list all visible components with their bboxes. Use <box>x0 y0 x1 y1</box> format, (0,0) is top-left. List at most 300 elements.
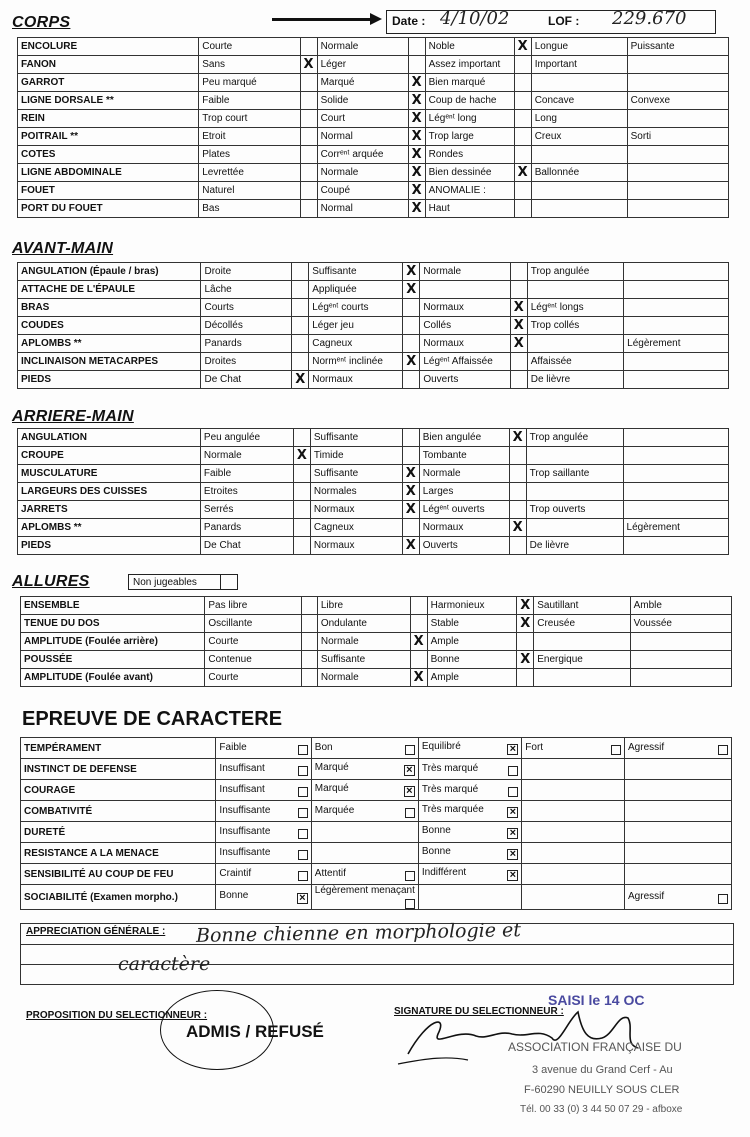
row-pieds <box>18 537 729 555</box>
option-label: Faible <box>219 741 247 753</box>
option-cell: Normaux <box>420 335 510 353</box>
date-value: 4/10/02 <box>440 8 510 29</box>
row-pieds <box>18 371 729 389</box>
row-amplitude-foulee-arriere <box>21 633 732 651</box>
check-mark[interactable] <box>301 633 317 651</box>
option-cell <box>311 822 418 843</box>
checkbox[interactable] <box>298 829 308 839</box>
option-cell: Coupé <box>317 182 408 200</box>
option-cell: Trop ouverts <box>526 501 623 519</box>
check-mark[interactable] <box>509 483 526 501</box>
row-ligne-dorsale <box>18 92 729 110</box>
option-cell <box>420 281 510 299</box>
check-mark[interactable] <box>293 429 310 447</box>
checkbox[interactable] <box>298 871 308 881</box>
row-label: PORT DU FOUET <box>18 200 199 218</box>
option-cell <box>627 56 728 74</box>
option-label: Marqué <box>314 783 349 794</box>
option-cell: Faible <box>199 92 300 110</box>
option-cell: Amble <box>630 597 731 615</box>
option-cell: Ample <box>427 669 517 687</box>
row-label: SENSIBILITÉ AU COUP DE FEU <box>21 864 216 885</box>
option-cell: Normale <box>200 447 293 465</box>
option-label: Bonne <box>421 846 451 857</box>
option-label: Insuffisante <box>219 825 271 837</box>
checked-box[interactable]: × <box>404 765 415 776</box>
check-mark[interactable] <box>300 182 317 200</box>
option-cell: Suffisante <box>310 465 402 483</box>
lof-label: LOF : <box>548 14 580 28</box>
check-mark[interactable]: X <box>509 429 526 447</box>
check-mark[interactable] <box>403 299 420 317</box>
option-cell: Bien marqué <box>425 74 514 92</box>
option-cell <box>522 885 625 910</box>
option-cell <box>531 74 627 92</box>
checked-box[interactable]: × <box>297 893 308 904</box>
checkbox[interactable] <box>405 808 415 818</box>
option-cell <box>630 669 731 687</box>
check-mark[interactable]: X <box>510 335 527 353</box>
check-mark[interactable] <box>403 317 420 335</box>
check-mark[interactable]: X <box>517 615 534 633</box>
row-label: LIGNE ABDOMINALE <box>18 164 199 182</box>
corps-table <box>17 37 729 218</box>
row-label: LIGNE DORSALE ** <box>18 92 199 110</box>
row-largeurs-des-cuisses <box>18 483 729 501</box>
option-cell <box>627 200 728 218</box>
option-cell <box>624 299 729 317</box>
check-mark[interactable]: X <box>408 110 425 128</box>
check-mark[interactable] <box>509 465 526 483</box>
check-mark[interactable] <box>410 615 427 633</box>
option-cell <box>625 822 732 843</box>
check-mark[interactable]: X <box>410 669 427 687</box>
row-amplitude-foulee-avant <box>21 669 732 687</box>
row-label: COMBATIVITÉ <box>21 801 216 822</box>
row-label: ENCOLURE <box>18 38 199 56</box>
option-cell <box>311 885 418 910</box>
row-label: ANGULATION <box>18 429 201 447</box>
option-cell: Normaux <box>419 519 509 537</box>
row-encolure <box>18 38 729 56</box>
check-mark[interactable] <box>292 353 309 371</box>
option-label: Agressif <box>628 890 665 902</box>
check-mark[interactable] <box>300 146 317 164</box>
option-cell: Normale <box>419 465 509 483</box>
row-ensemble <box>21 597 732 615</box>
header-arrow <box>272 18 372 21</box>
option-cell: Larges <box>419 483 509 501</box>
check-mark[interactable] <box>293 465 310 483</box>
check-mark[interactable] <box>301 651 317 669</box>
check-mark[interactable] <box>300 200 317 218</box>
check-mark[interactable] <box>293 483 310 501</box>
checkbox[interactable] <box>405 745 415 755</box>
option-cell: Suffisante <box>310 429 402 447</box>
option-label: Insuffisant <box>219 783 265 795</box>
row-label: GARROT <box>18 74 199 92</box>
row-musculature <box>18 465 729 483</box>
option-cell: Levrettée <box>199 164 300 182</box>
check-mark[interactable] <box>292 299 309 317</box>
check-mark[interactable]: X <box>403 263 420 281</box>
check-mark[interactable] <box>402 429 419 447</box>
option-cell: Ballonnée <box>531 164 627 182</box>
check-mark[interactable] <box>514 200 531 218</box>
check-mark[interactable] <box>300 74 317 92</box>
check-mark[interactable] <box>293 519 310 537</box>
option-cell <box>531 146 627 164</box>
option-cell: Normaux <box>309 371 403 389</box>
option-cell: Ouverts <box>420 371 510 389</box>
section-title-corps: CORPS <box>12 14 71 31</box>
option-cell: Courte <box>205 669 301 687</box>
check-mark[interactable] <box>408 38 425 56</box>
row-fouet <box>18 182 729 200</box>
option-cell: Légèrement <box>623 519 728 537</box>
checked-box[interactable]: × <box>507 807 518 818</box>
check-mark[interactable] <box>408 56 425 74</box>
option-cell: De Chat <box>201 371 292 389</box>
row-combativite <box>21 801 732 822</box>
check-mark[interactable]: X <box>292 371 309 389</box>
checked-box[interactable]: × <box>507 744 518 755</box>
check-mark[interactable]: X <box>402 465 419 483</box>
option-cell <box>311 864 418 885</box>
check-mark[interactable]: X <box>402 537 419 555</box>
option-cell <box>526 447 623 465</box>
check-mark[interactable] <box>514 74 531 92</box>
option-cell <box>624 263 729 281</box>
check-mark[interactable] <box>292 281 309 299</box>
row-instinct-de-defense <box>21 759 732 780</box>
option-cell: Serrés <box>200 501 293 519</box>
check-mark[interactable] <box>514 128 531 146</box>
option-cell: Légᵉⁿᵗ long <box>425 110 514 128</box>
option-label: Bon <box>314 741 333 753</box>
check-mark[interactable]: X <box>408 128 425 146</box>
check-mark[interactable] <box>510 353 527 371</box>
option-cell: Courte <box>205 633 301 651</box>
option-cell: Cagneux <box>310 519 402 537</box>
check-mark[interactable] <box>509 447 526 465</box>
option-cell: Normal <box>317 200 408 218</box>
check-mark[interactable] <box>510 263 527 281</box>
row-label: COTES <box>18 146 199 164</box>
option-cell: Contenue <box>205 651 301 669</box>
row-label: INSTINCT DE DEFENSE <box>21 759 216 780</box>
option-cell: Naturel <box>199 182 300 200</box>
option-cell: Trop court <box>199 110 300 128</box>
option-cell: Assez important <box>425 56 514 74</box>
check-mark[interactable] <box>402 447 419 465</box>
row-aplombs <box>18 335 729 353</box>
option-cell: Décollés <box>201 317 292 335</box>
row-label: RESISTANCE A LA MENACE <box>21 843 216 864</box>
option-cell: Marqué <box>317 74 408 92</box>
option-cell <box>526 519 623 537</box>
checkbox[interactable] <box>298 787 308 797</box>
check-mark[interactable] <box>300 128 317 146</box>
row-courage <box>21 780 732 801</box>
option-cell: Trop saillante <box>526 465 623 483</box>
option-cell <box>311 738 418 759</box>
check-mark[interactable] <box>293 501 310 519</box>
option-cell: De Chat <box>200 537 293 555</box>
stamp-phone: Tél. 00 33 (0) 3 44 50 07 29 - afboxe <box>520 1104 683 1115</box>
option-label: Marqué <box>314 762 349 773</box>
check-mark[interactable]: X <box>517 597 534 615</box>
option-cell: Collés <box>420 317 510 335</box>
option-cell: Oscillante <box>205 615 301 633</box>
option-cell <box>534 633 630 651</box>
option-cell: Légᵉⁿᵗ courts <box>309 299 403 317</box>
option-label: Insuffisante <box>219 804 271 816</box>
checkbox[interactable] <box>298 808 308 818</box>
check-mark[interactable] <box>410 597 427 615</box>
option-label: Marquée <box>314 804 355 816</box>
option-cell <box>630 651 731 669</box>
option-cell <box>623 501 728 519</box>
check-mark[interactable]: X <box>403 353 420 371</box>
check-mark[interactable] <box>293 537 310 555</box>
option-cell <box>311 801 418 822</box>
option-label: Agressif <box>628 741 665 753</box>
option-cell <box>522 759 625 780</box>
check-mark[interactable]: X <box>510 317 527 335</box>
option-cell: Voussée <box>630 615 731 633</box>
check-mark[interactable]: X <box>517 651 534 669</box>
check-mark[interactable] <box>514 92 531 110</box>
row-ligne-abdominale <box>18 164 729 182</box>
option-cell <box>527 281 623 299</box>
option-cell <box>630 633 731 651</box>
row-label: AMPLITUDE (Foulée avant) <box>21 669 205 687</box>
check-mark[interactable] <box>403 371 420 389</box>
option-cell: Trop collés <box>527 317 623 335</box>
check-mark[interactable] <box>514 110 531 128</box>
option-cell: Timide <box>310 447 402 465</box>
checked-box[interactable]: × <box>507 828 518 839</box>
option-cell: Normaux <box>310 501 402 519</box>
check-mark[interactable] <box>292 263 309 281</box>
check-mark[interactable] <box>301 615 317 633</box>
checkbox[interactable] <box>405 871 415 881</box>
option-cell <box>216 738 311 759</box>
check-mark[interactable]: X <box>402 483 419 501</box>
check-mark[interactable]: X <box>408 200 425 218</box>
non-jugeables-check[interactable] <box>220 574 239 590</box>
option-cell <box>522 780 625 801</box>
stamp-saisi: SAISI le 14 OC <box>548 992 645 1008</box>
check-mark[interactable] <box>300 110 317 128</box>
option-cell <box>311 780 418 801</box>
checkbox[interactable] <box>508 787 518 797</box>
option-cell <box>216 885 311 910</box>
option-cell <box>627 74 728 92</box>
option-cell: Trop angulée <box>526 429 623 447</box>
checkbox[interactable] <box>405 899 415 909</box>
option-cell: Etroites <box>200 483 293 501</box>
date-label: Date : <box>392 14 426 28</box>
check-mark[interactable] <box>510 281 527 299</box>
check-mark[interactable]: X <box>408 146 425 164</box>
caractere-table <box>20 737 732 910</box>
option-cell: Ample <box>427 633 517 651</box>
checkbox[interactable] <box>611 745 621 755</box>
row-coudes <box>18 317 729 335</box>
row-label: DURETÉ <box>21 822 216 843</box>
option-cell <box>627 146 728 164</box>
option-cell: Pas libre <box>205 597 301 615</box>
row-label: REIN <box>18 110 199 128</box>
check-mark[interactable]: X <box>300 56 317 74</box>
option-cell: Rondes <box>425 146 514 164</box>
checkbox[interactable] <box>508 766 518 776</box>
check-mark[interactable]: X <box>514 164 531 182</box>
stamp-association: ASSOCIATION FRANÇAISE DU <box>508 1040 682 1054</box>
option-cell: Energique <box>534 651 630 669</box>
check-mark[interactable]: X <box>408 164 425 182</box>
check-mark[interactable]: X <box>403 281 420 299</box>
option-cell: Etroit <box>199 128 300 146</box>
check-mark[interactable] <box>514 146 531 164</box>
option-cell <box>627 164 728 182</box>
option-label: Indifférent <box>421 867 467 878</box>
check-mark[interactable] <box>517 669 534 687</box>
option-cell <box>531 182 627 200</box>
option-cell: Faible <box>200 465 293 483</box>
option-cell: Harmonieux <box>427 597 517 615</box>
option-cell: Normales <box>310 483 402 501</box>
option-cell <box>624 371 729 389</box>
check-mark[interactable]: X <box>408 74 425 92</box>
check-mark[interactable] <box>301 597 317 615</box>
option-cell: Important <box>531 56 627 74</box>
option-cell: Bonne <box>427 651 517 669</box>
row-label: COURAGE <box>21 780 216 801</box>
row-sensibilite-au-coup-de-feu <box>21 864 732 885</box>
check-mark[interactable]: X <box>514 38 531 56</box>
appreciation-line2: caractère <box>118 953 211 975</box>
checked-box[interactable]: × <box>404 786 415 797</box>
check-mark[interactable] <box>300 38 317 56</box>
option-cell: Solide <box>317 92 408 110</box>
option-cell: Légᵉⁿᵗ longs <box>527 299 623 317</box>
check-mark[interactable] <box>514 182 531 200</box>
option-cell: Affaissée <box>527 353 623 371</box>
check-mark[interactable] <box>403 335 420 353</box>
check-mark[interactable]: X <box>402 501 419 519</box>
option-cell: Léger jeu <box>309 317 403 335</box>
option-cell <box>216 759 311 780</box>
option-label: Insuffisante <box>219 846 271 858</box>
option-cell: Normale <box>317 633 410 651</box>
check-mark[interactable] <box>301 669 317 687</box>
option-cell: De lièvre <box>526 537 623 555</box>
option-cell <box>311 759 418 780</box>
option-cell <box>623 465 728 483</box>
option-cell: Libre <box>317 597 410 615</box>
option-cell <box>418 780 521 801</box>
option-cell <box>627 110 728 128</box>
check-mark[interactable]: X <box>408 92 425 110</box>
option-cell: Courts <box>201 299 292 317</box>
checkbox[interactable] <box>298 745 308 755</box>
checked-box[interactable]: × <box>507 870 518 881</box>
row-label: ENSEMBLE <box>21 597 205 615</box>
option-cell: Droite <box>201 263 292 281</box>
option-cell <box>522 738 625 759</box>
check-mark[interactable] <box>292 335 309 353</box>
row-resistance-a-la-menace <box>21 843 732 864</box>
check-mark[interactable] <box>517 633 534 651</box>
check-mark[interactable] <box>292 317 309 335</box>
checked-box[interactable]: × <box>507 849 518 860</box>
row-label: APLOMBS ** <box>18 519 201 537</box>
row-label: SOCIABILITÉ (Examen morpho.) <box>21 885 216 910</box>
arriere-main-table <box>17 428 729 555</box>
option-cell <box>522 822 625 843</box>
checkbox[interactable] <box>718 894 728 904</box>
option-cell <box>623 429 728 447</box>
option-cell: Peu angulée <box>200 429 293 447</box>
check-mark[interactable] <box>402 519 419 537</box>
row-jarrets <box>18 501 729 519</box>
check-mark[interactable] <box>514 56 531 74</box>
option-cell: Puissante <box>627 38 728 56</box>
row-label: FANON <box>18 56 199 74</box>
row-garrot <box>18 74 729 92</box>
row-fanon <box>18 56 729 74</box>
option-cell: Long <box>531 110 627 128</box>
check-mark[interactable] <box>510 371 527 389</box>
option-cell <box>625 801 732 822</box>
checkbox[interactable] <box>718 745 728 755</box>
row-angulation-epaule-bras <box>18 263 729 281</box>
option-cell: Court <box>317 110 408 128</box>
option-label: Très marqué <box>421 783 479 795</box>
row-label: JARRETS <box>18 501 201 519</box>
option-cell: Bas <box>199 200 300 218</box>
check-mark[interactable]: X <box>510 299 527 317</box>
checkbox[interactable] <box>298 766 308 776</box>
row-label: FOUET <box>18 182 199 200</box>
signature <box>388 1008 688 1068</box>
check-mark[interactable] <box>509 501 526 519</box>
check-mark[interactable] <box>410 651 427 669</box>
row-label: ANGULATION (Épaule / bras) <box>18 263 201 281</box>
row-bras <box>18 299 729 317</box>
row-inclinaison-metacarpes <box>18 353 729 371</box>
row-croupe <box>18 447 729 465</box>
check-mark[interactable]: X <box>410 633 427 651</box>
option-cell: Tombante <box>419 447 509 465</box>
check-mark[interactable] <box>509 537 526 555</box>
row-label: MUSCULATURE <box>18 465 201 483</box>
check-mark[interactable] <box>300 92 317 110</box>
row-aplombs <box>18 519 729 537</box>
row-label: INCLINAISON METACARPES <box>18 353 201 371</box>
option-cell: Normale <box>317 164 408 182</box>
check-mark[interactable]: X <box>509 519 526 537</box>
option-cell <box>522 843 625 864</box>
checkbox[interactable] <box>298 850 308 860</box>
check-mark[interactable]: X <box>408 182 425 200</box>
check-mark[interactable]: X <box>293 447 310 465</box>
option-cell: Normaux <box>310 537 402 555</box>
check-mark[interactable] <box>300 164 317 182</box>
